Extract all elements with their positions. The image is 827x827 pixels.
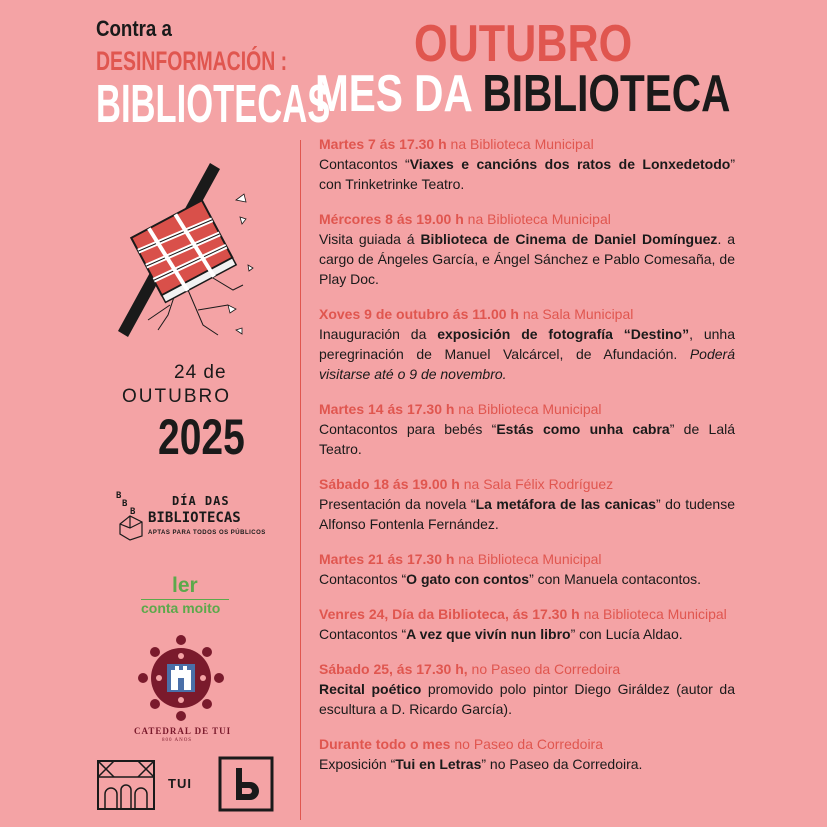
campaign-line1: Contra a: [96, 16, 172, 41]
event-description-part: La metáfora de las canicas: [475, 496, 657, 512]
event-description: [319, 754, 735, 774]
event-when: Mércores 8 ás 19.00 h: [319, 211, 464, 227]
event-venue: no Paseo da Corredoira: [467, 661, 621, 677]
ler-label: ler: [172, 574, 198, 597]
event-item: [319, 209, 735, 289]
event-venue: no Paseo da Corredoira: [450, 736, 604, 752]
event-description-part: ” do tudense Alfonso Fontenla Fernández.: [319, 496, 736, 532]
event-header: [319, 659, 735, 679]
event-description-part: ” de Lalá Teatro.: [319, 421, 736, 457]
event-item: [319, 659, 735, 719]
event-venue: na Biblioteca Municipal: [454, 401, 602, 417]
page-title-main: [315, 66, 730, 122]
event-header: [319, 549, 735, 569]
conta-moito-label: conta moito: [141, 600, 221, 616]
event-when: Xoves 9 de outubro ás 11.00 h: [319, 306, 519, 322]
svg-text:B: B: [116, 491, 122, 501]
event-item: [319, 604, 735, 644]
campaign-line2: DESINFORMACIÓN :: [96, 46, 288, 76]
page-title-month: OUTUBRO: [414, 15, 633, 73]
event-description: [319, 154, 735, 194]
event-description-part: Biblioteca de Cinema de Daniel Domínguez: [420, 231, 718, 247]
event-description: [319, 324, 735, 384]
event-description-part: ” con Trinketrinke Teatro.: [319, 156, 735, 192]
event-when: Sábado 18 ás 19.00 h: [319, 476, 460, 492]
b-logo-icon: [218, 756, 274, 812]
event-when: Venres 24, Día da Biblioteca, ás 17.30 h: [319, 606, 580, 622]
title-white-part: MES DA: [315, 65, 483, 123]
event-when: Martes 7 ás 17.30 h: [319, 136, 447, 152]
event-venue: na Biblioteca Municipal: [579, 606, 727, 622]
event-header: [319, 399, 735, 419]
dia-das-bibliotecas-logo-icon: [112, 488, 152, 542]
catedral-de-tui-emblem-icon: [133, 630, 229, 726]
event-description-part: Estás como unha cabra: [496, 421, 670, 437]
event-description-part: Viaxes e cancións dos ratos de Lonxedetodo: [409, 156, 731, 172]
title-black-part: BIBLIOTECA: [482, 65, 731, 123]
event-description-part: Visita guiada á: [319, 231, 421, 247]
event-item: [319, 474, 735, 534]
event-description-part: Contacontos “: [319, 571, 407, 587]
event-venue: na Sala Félix Rodríguez: [459, 476, 614, 492]
catedral-label: CATEDRAL DE TUI: [134, 726, 232, 736]
event-when: Martes 14 ás 17.30 h: [319, 401, 455, 417]
event-description-part: A vez que vivín nun libro: [406, 626, 571, 642]
event-venue: na Biblioteca Municipal: [454, 551, 602, 567]
aptas-label: APTAS PARA TODOS OS PÚBLICOS: [148, 530, 266, 536]
catedral-years-label: 800 ANOS: [162, 738, 193, 743]
event-description-part: Contacontos para bebés “: [319, 421, 497, 437]
events-list: [319, 134, 735, 789]
event-description-part: ” con Manuela contacontos.: [529, 571, 702, 587]
date-year: 2025: [158, 409, 245, 465]
dia-das-label: DÍA DAS: [172, 494, 230, 508]
event-item: [319, 134, 735, 194]
event-description-part: O gato con contos: [406, 571, 530, 587]
tui-town-logo-icon: [97, 760, 155, 810]
event-item: [319, 399, 735, 459]
event-description-part: Contacontos “: [319, 156, 410, 172]
event-description-part: Inauguración da: [319, 326, 438, 342]
event-description: [319, 419, 735, 459]
event-header: [319, 304, 735, 324]
event-description: [319, 494, 735, 534]
event-venue: na Biblioteca Municipal: [446, 136, 594, 152]
event-when: Sábado 25, ás 17.30 h,: [319, 661, 468, 677]
event-description-part: Contacontos “: [319, 626, 407, 642]
event-description-part: . a cargo de Ángeles García, e Ángel Sánchez e Pablo Comesaña, de Play Doc.: [319, 231, 735, 287]
event-description-part: ” con Lucía Aldao.: [570, 626, 683, 642]
event-item: [319, 304, 735, 384]
event-description: [319, 679, 735, 719]
event-header: [319, 209, 735, 229]
event-when: Durante todo o mes: [319, 736, 451, 752]
event-header: [319, 474, 735, 494]
event-description-part: promovido polo pintor Diego Giráldez (autor da escultura a D. Ricardo García).: [319, 681, 735, 717]
svg-text:B: B: [130, 507, 136, 517]
campaign-line3: BIBLIOTECAS: [96, 74, 331, 134]
column-divider: [300, 140, 301, 820]
event-description-part: Presentación da novela “: [319, 496, 476, 512]
event-venue: na Biblioteca Municipal: [463, 211, 611, 227]
event-venue: na Sala Municipal: [518, 306, 634, 322]
event-description-part: Recital poético: [319, 681, 422, 697]
event-description-part: Exposición “: [319, 756, 396, 772]
tui-label: TUI: [168, 776, 192, 791]
event-when: Martes 21 ás 17.30 h: [319, 551, 455, 567]
event-item: [319, 734, 735, 774]
event-header: [319, 604, 735, 624]
event-description-part: Tui en Letras: [395, 756, 482, 772]
event-description-part: Poderá visitarse até o 9 de novembro.: [319, 346, 735, 382]
book-hammer-illustration: [108, 155, 258, 345]
event-header: [319, 734, 735, 754]
event-description: [319, 229, 735, 289]
event-header: [319, 134, 735, 154]
bibliotecas-label: BIBLIOTECAS: [148, 510, 241, 526]
event-description: [319, 624, 735, 644]
event-item: [319, 549, 735, 589]
event-description-part: exposición de fotografía “Destino”: [437, 326, 690, 342]
date-day: 24 de: [174, 362, 227, 383]
event-description: [319, 569, 735, 589]
event-description-part: ” no Paseo da Corredoira.: [481, 756, 643, 772]
svg-text:B: B: [122, 499, 128, 509]
event-description-part: , unha peregrinación de Manuel Valcárcel, de Afundación.: [319, 326, 735, 362]
date-month: OUTUBRO: [122, 386, 231, 407]
